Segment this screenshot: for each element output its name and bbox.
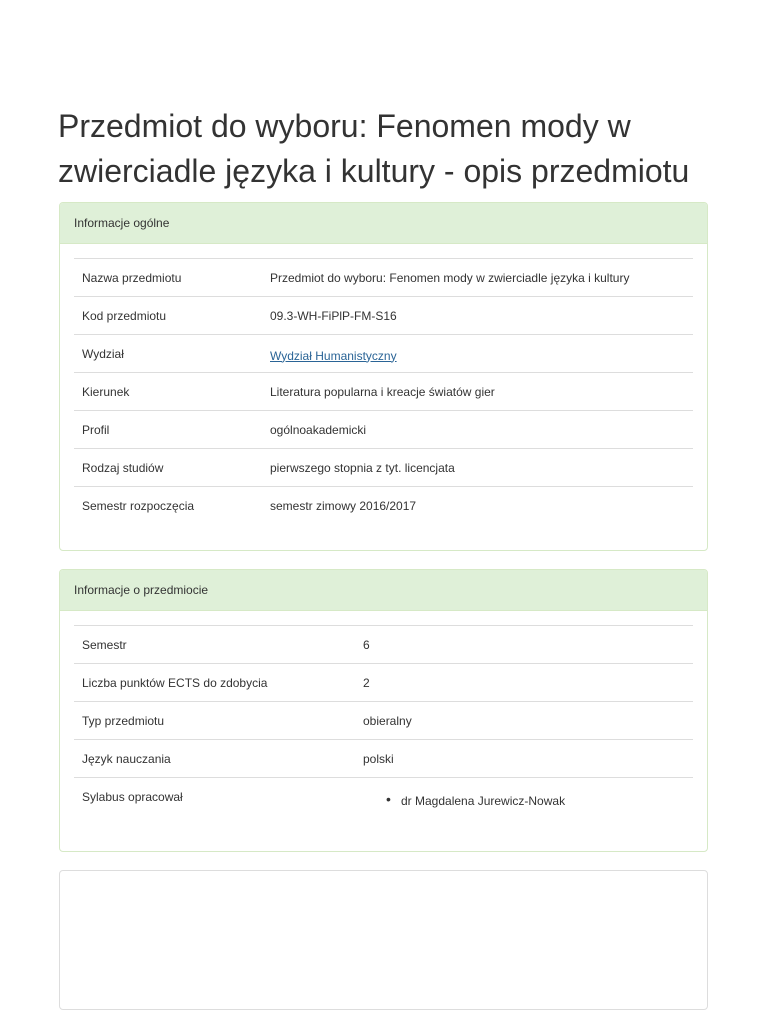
table-row xyxy=(74,778,693,816)
general-info-panel xyxy=(59,202,708,551)
language-label: Język nauczania xyxy=(74,740,355,778)
profile-label: Profil xyxy=(74,411,262,449)
start-semester-value: semestr zimowy 2016/2017 xyxy=(262,487,693,525)
course-name-value: Przedmiot do wyboru: Fenomen mody w zwierciadle języka i kultury xyxy=(262,259,693,297)
ects-value: 2 xyxy=(355,664,693,702)
table-row xyxy=(74,297,693,335)
course-info-table xyxy=(74,625,693,815)
next-panel xyxy=(59,870,708,1010)
course-code-value: 09.3-WH-FiPlP-FM-S16 xyxy=(262,297,693,335)
faculty-label: Wydział xyxy=(74,335,262,373)
table-row xyxy=(74,487,693,525)
table-row xyxy=(74,740,693,778)
course-type-value: obieralny xyxy=(355,702,693,740)
course-info-heading: Informacje o przedmiocie xyxy=(60,570,707,611)
list-item xyxy=(363,790,685,808)
course-info-body xyxy=(60,611,707,815)
syllabus-author-list xyxy=(363,790,685,808)
course-name-label: Nazwa przedmiotu xyxy=(74,259,262,297)
table-row xyxy=(74,626,693,664)
table-row xyxy=(74,259,693,297)
table-row xyxy=(74,449,693,487)
field-of-study-label: Kierunek xyxy=(74,373,262,411)
general-info-table xyxy=(74,258,693,524)
syllabus-author-cell xyxy=(355,778,693,816)
general-info-heading: Informacje ogólne xyxy=(60,203,707,244)
semester-value: 6 xyxy=(355,626,693,664)
faculty-link[interactable]: Wydział Humanistyczny xyxy=(270,348,397,363)
course-type-label: Typ przedmiotu xyxy=(74,702,355,740)
table-row xyxy=(74,373,693,411)
general-info-body xyxy=(60,244,707,524)
course-info-panel xyxy=(59,569,708,852)
course-code-label: Kod przedmiotu xyxy=(74,297,262,335)
field-of-study-value: Literatura popularna i kreacje światów gier xyxy=(262,373,693,411)
study-type-value: pierwszego stopnia z tyt. licencjata xyxy=(262,449,693,487)
table-row xyxy=(74,702,693,740)
semester-label: Semestr xyxy=(74,626,355,664)
ects-label: Liczba punktów ECTS do zdobycia xyxy=(74,664,355,702)
table-row xyxy=(74,335,693,373)
page-title: Przedmiot do wyboru: Fenomen mody w zwierciadle języka i kultury - opis przedmiotu xyxy=(58,108,690,189)
syllabus-author-name: dr Magdalena Jurewicz-Nowak xyxy=(401,793,566,808)
start-semester-label: Semestr rozpoczęcia xyxy=(74,487,262,525)
language-value: polski xyxy=(355,740,693,778)
study-type-label: Rodzaj studiów xyxy=(74,449,262,487)
table-row xyxy=(74,664,693,702)
faculty-cell xyxy=(262,335,693,373)
profile-value: ogólnoakademicki xyxy=(262,411,693,449)
syllabus-author-label: Sylabus opracował xyxy=(74,778,355,816)
table-row xyxy=(74,411,693,449)
bullet-icon: • xyxy=(386,790,391,807)
